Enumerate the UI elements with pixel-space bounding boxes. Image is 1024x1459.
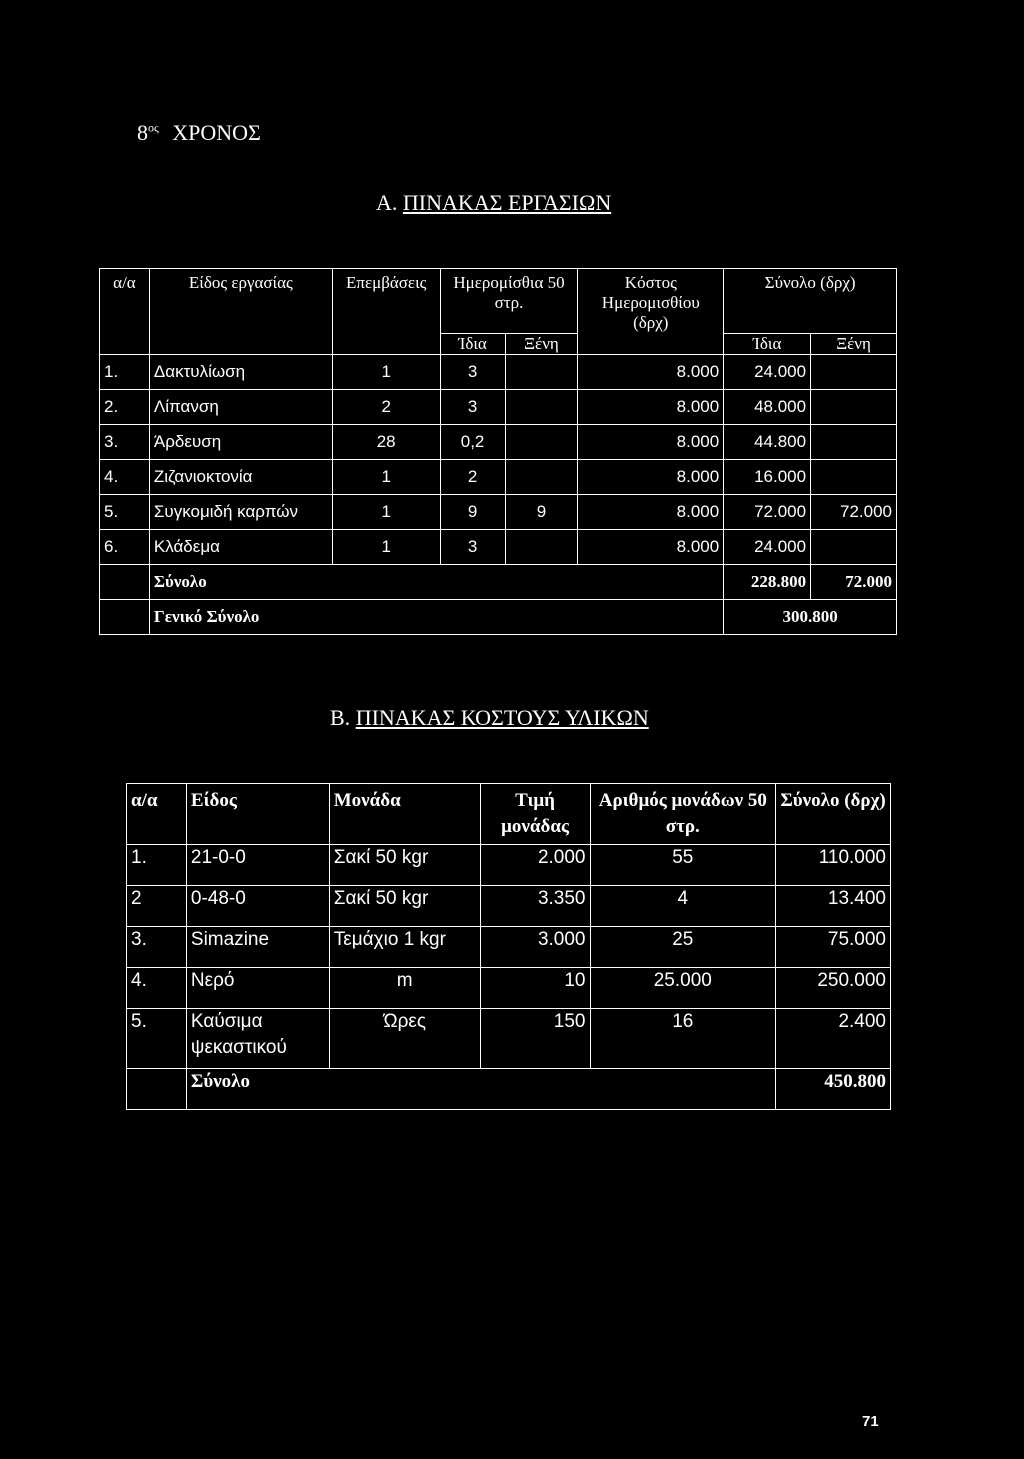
materials-section-title [330,705,649,731]
mat-row-count: 4 [590,886,776,927]
mat-header-count: Αριθμός μονάδων 50 στρ. [590,784,776,845]
mat-header-total: Σύνολο (δρχ) [776,784,891,845]
row-cost: 8.000 [578,494,724,529]
mat-row-unit: m [329,968,480,1009]
header-total: Σύνολο (δρχ) [724,269,897,334]
table-row [127,927,891,968]
row-own: 9 [440,494,505,529]
row-foreign [505,354,578,389]
row-foreign [505,529,578,564]
table-row [100,459,897,494]
materials-sum-row [127,1069,891,1110]
mat-header-type: Είδος [186,784,329,845]
row-aa: 5. [100,494,150,529]
mat-row-unit: Σακί 50 kgr [329,845,480,886]
works-grand-label: Γενικό Σύνολο [149,599,723,634]
header-foreign: Ξένη [505,333,578,354]
row-applications: 1 [332,354,440,389]
table-row [100,354,897,389]
mat-row-total: 13.400 [776,886,891,927]
row-cost: 8.000 [578,459,724,494]
works-header-row [100,269,897,334]
header-daily-cost: Κόστος Ημερομισθίου (δρχ) [578,269,724,334]
row-own: 2 [440,459,505,494]
mat-row-name: Καύσιμα ψεκαστικού [186,1009,329,1069]
row-aa: 4. [100,459,150,494]
works-section-title [376,190,611,216]
row-aa: 3. [100,424,150,459]
row-work-name: Συγκομιδή καρπών [149,494,332,529]
materials-table [126,783,891,1110]
materials-sum-label: Σύνολο [186,1069,775,1110]
header-work-type: Είδος εργασίας [149,269,332,334]
row-foreign [505,459,578,494]
row-total-foreign: 72.000 [811,494,897,529]
row-foreign: 9 [505,494,578,529]
works-grand-total: 300.800 [724,599,897,634]
row-foreign [505,424,578,459]
table-row [100,494,897,529]
mat-row-unit: Ώρες [329,1009,480,1069]
row-applications: 2 [332,389,440,424]
materials-title: ΠΙΝΑΚΑΣ ΚΟΣΤΟΥΣ ΥΛΙΚΩΝ [355,705,649,730]
mat-header-unit: Μονάδα [329,784,480,845]
mat-row-aa: 3. [127,927,187,968]
header-aa: α/α [100,269,150,334]
mat-row-price: 150 [480,1009,590,1069]
mat-row-aa: 4. [127,968,187,1009]
table-row [127,886,891,927]
year-number: 8 [137,120,148,145]
works-subheader-row [100,333,897,354]
row-work-name: Ζιζανιοκτονία [149,459,332,494]
row-applications: 1 [332,459,440,494]
works-sum-row [100,564,897,599]
works-sum-label: Σύνολο [149,564,723,599]
materials-prefix: Β. [330,705,351,730]
header-wages: Ημερομίσθια 50 στρ. [440,269,578,334]
works-table [99,268,897,635]
row-own: 3 [440,354,505,389]
mat-row-aa: 5. [127,1009,187,1069]
mat-row-price: 3.000 [480,927,590,968]
row-own: 0,2 [440,424,505,459]
page-heading [137,120,261,146]
works-prefix: Α. [376,190,398,215]
row-work-name: Κλάδεμα [149,529,332,564]
works-sum-foreign: 72.000 [811,564,897,599]
table-row [100,424,897,459]
row-own: 3 [440,389,505,424]
row-aa: 1. [100,354,150,389]
row-cost: 8.000 [578,354,724,389]
mat-header-price: Τιμή μονάδας [480,784,590,845]
mat-row-count: 25.000 [590,968,776,1009]
works-grand-total-row [100,599,897,634]
mat-row-aa: 2 [127,886,187,927]
row-total-own: 16.000 [724,459,811,494]
table-row [127,1009,891,1069]
row-total-own: 48.000 [724,389,811,424]
row-aa: 2. [100,389,150,424]
mat-row-aa: 1. [127,845,187,886]
row-own: 3 [440,529,505,564]
row-work-name: Δακτυλίωση [149,354,332,389]
year-word: ΧΡΟΝΟΣ [172,120,261,145]
row-cost: 8.000 [578,529,724,564]
row-total-own: 24.000 [724,354,811,389]
table-row [127,845,891,886]
mat-row-name: 0-48-0 [186,886,329,927]
row-total-own: 72.000 [724,494,811,529]
materials-header-row [127,784,891,845]
mat-row-count: 55 [590,845,776,886]
mat-row-total: 110.000 [776,845,891,886]
mat-row-name: 21-0-0 [186,845,329,886]
table-row [100,529,897,564]
works-sum-own: 228.800 [724,564,811,599]
row-total-foreign [811,529,897,564]
row-total-own: 24.000 [724,529,811,564]
mat-row-unit: Τεμάχιο 1 kgr [329,927,480,968]
works-title: ΠΙΝΑΚΑΣ ΕΡΓΑΣΙΩΝ [402,190,612,215]
header-own: Ίδια [440,333,505,354]
mat-row-count: 25 [590,927,776,968]
mat-row-total: 250.000 [776,968,891,1009]
row-cost: 8.000 [578,389,724,424]
materials-sum-total: 450.800 [776,1069,891,1110]
mat-row-unit: Σακί 50 kgr [329,886,480,927]
row-applications: 1 [332,494,440,529]
table-row [100,389,897,424]
row-total-foreign [811,354,897,389]
mat-row-total: 2.400 [776,1009,891,1069]
mat-row-name: Simazine [186,927,329,968]
row-aa: 6. [100,529,150,564]
row-foreign [505,389,578,424]
row-total-foreign [811,389,897,424]
mat-row-total: 75.000 [776,927,891,968]
mat-header-aa: α/α [127,784,187,845]
header-total-foreign: Ξένη [811,333,897,354]
year-suffix: ος [148,120,159,135]
row-total-foreign [811,459,897,494]
mat-row-price: 2.000 [480,845,590,886]
mat-row-price: 3.350 [480,886,590,927]
row-applications: 28 [332,424,440,459]
row-cost: 8.000 [578,424,724,459]
row-applications: 1 [332,529,440,564]
row-total-foreign [811,424,897,459]
row-work-name: Λίπανση [149,389,332,424]
mat-row-price: 10 [480,968,590,1009]
row-work-name: Άρδευση [149,424,332,459]
page-number: 71 [862,1413,879,1430]
header-total-own: Ίδια [724,333,811,354]
mat-row-count: 16 [590,1009,776,1069]
table-row [127,968,891,1009]
header-applications: Επεμβάσεις [332,269,440,334]
row-total-own: 44.800 [724,424,811,459]
mat-row-name: Νερό [186,968,329,1009]
